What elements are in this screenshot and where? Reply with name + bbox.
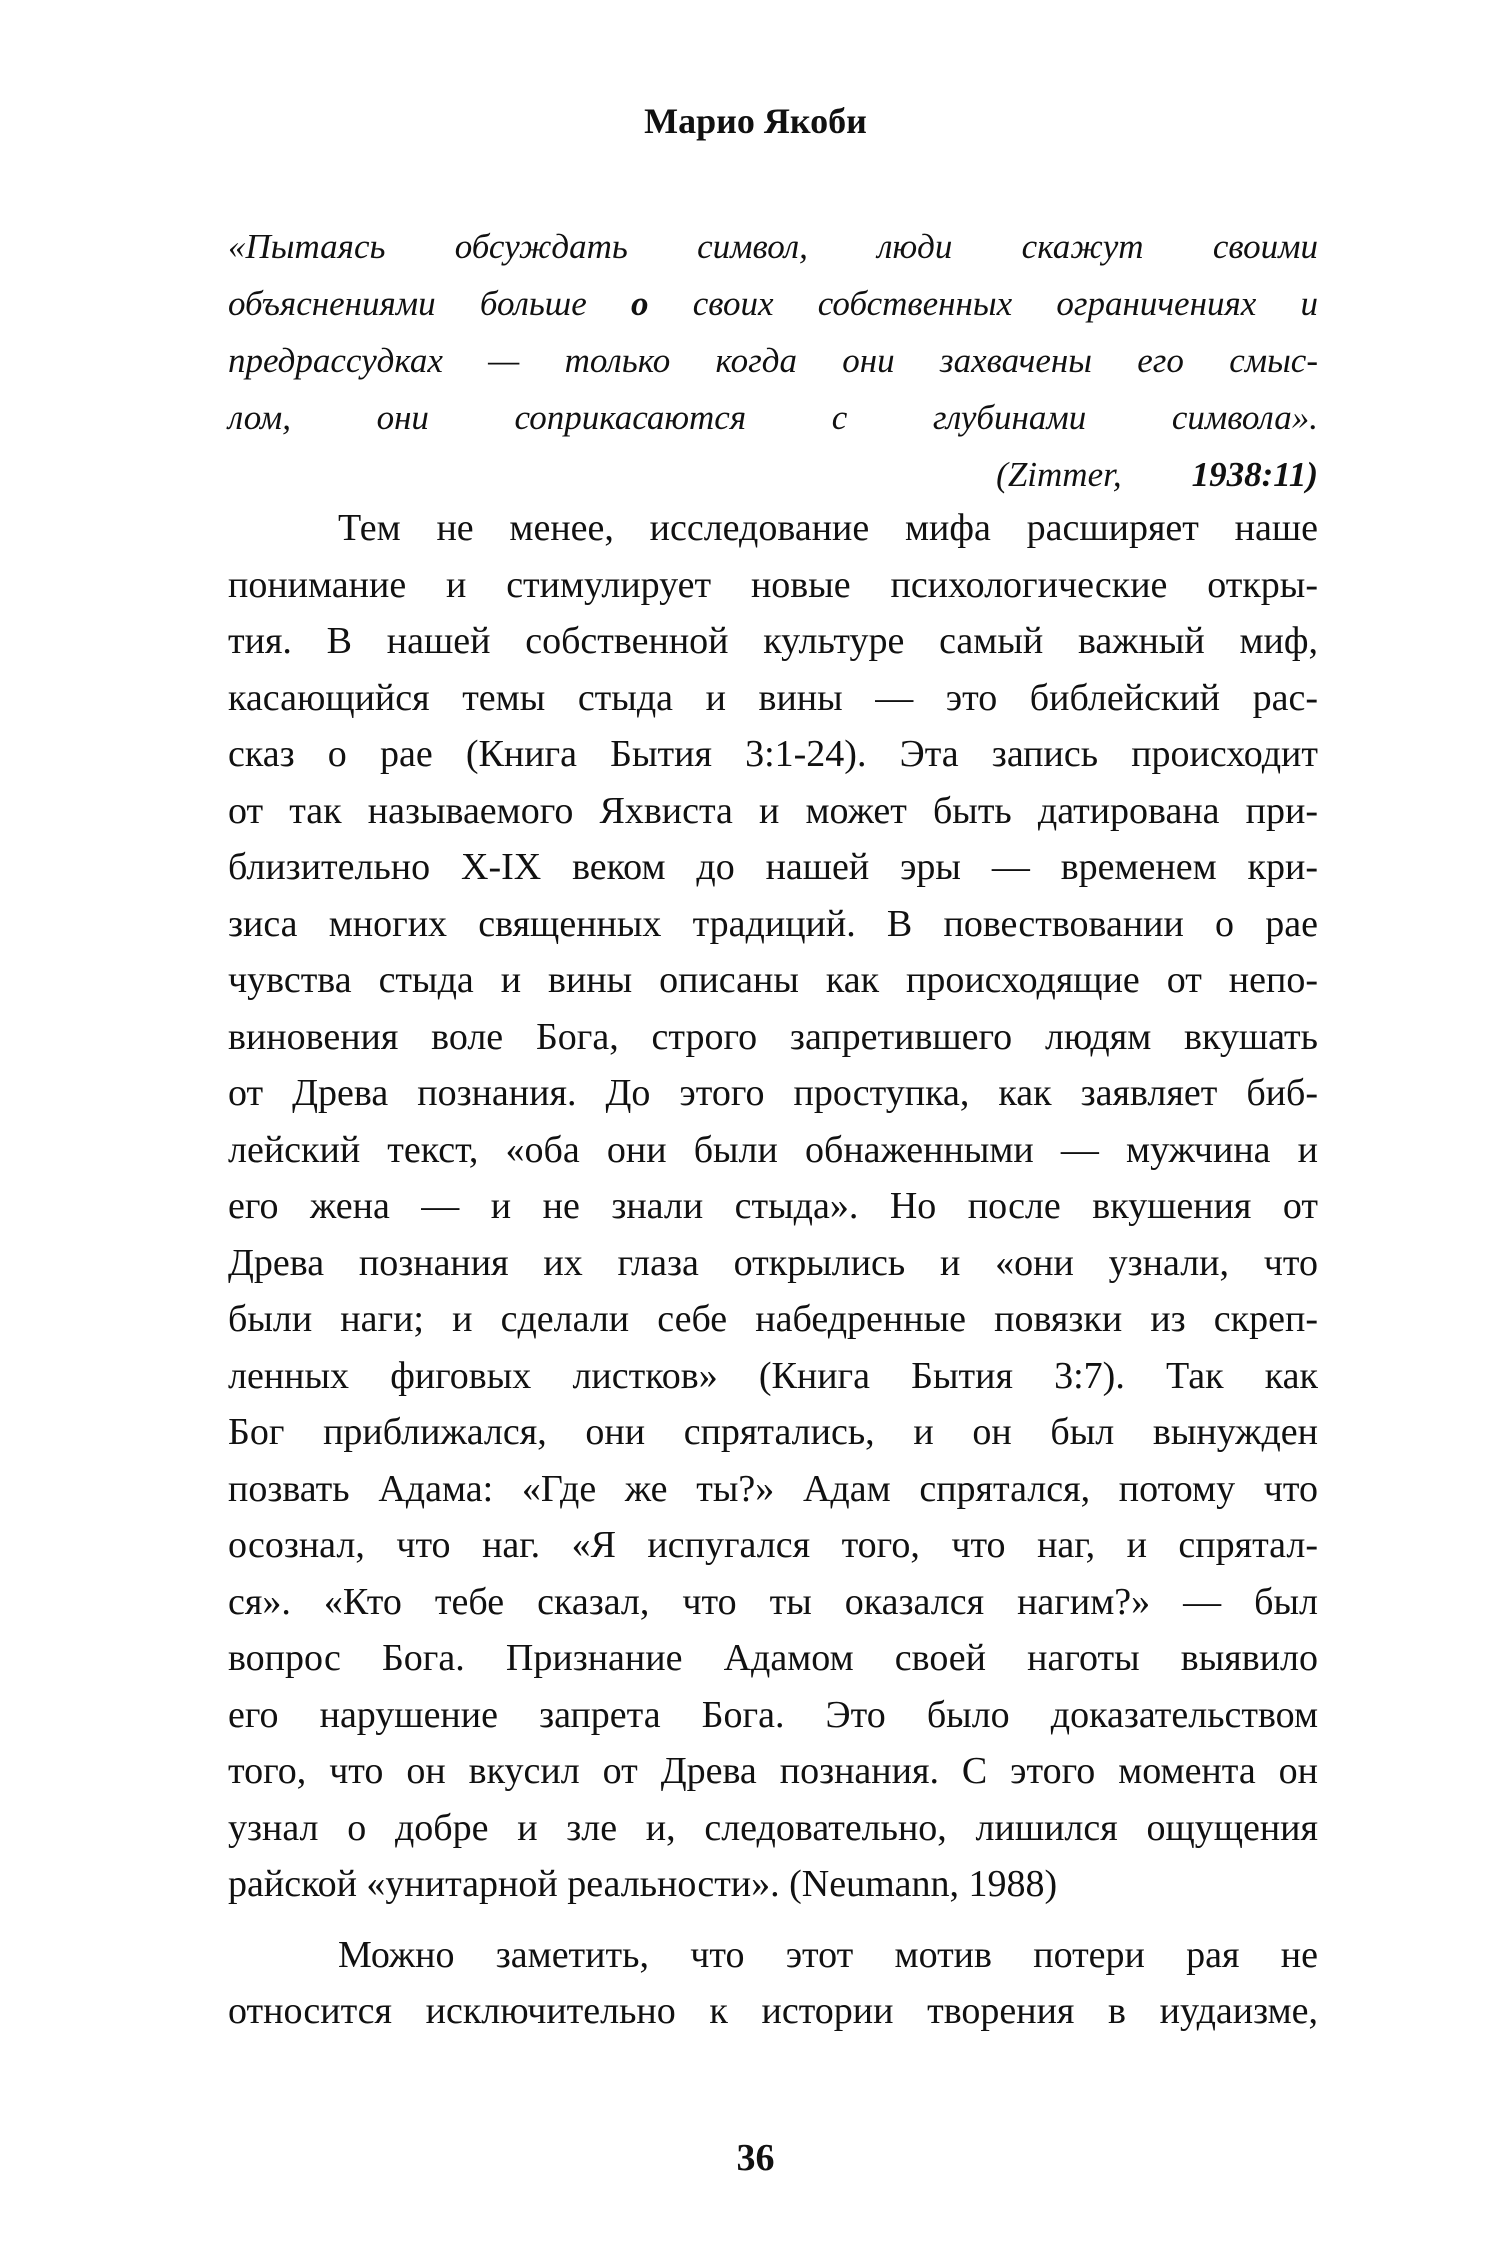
body-text: [228, 500, 1318, 2040]
quote-line: лом, они соприкасаются с глубинами символа».: [228, 398, 1318, 437]
running-header-author: Марио Якоби: [644, 101, 867, 141]
text-line: Тем не менее, исследование мифа расширяет наше: [338, 507, 1318, 549]
text-line: виновения воле Бога, строго запретившего людям вкушать: [228, 1015, 1318, 1058]
quote-line: объяснениями больше: [228, 284, 587, 323]
text-line: чувства стыда и вины описаны как происходящие от непо-: [228, 959, 1318, 1001]
text-line: касающийся темы стыда и вины — это библейский рас-: [228, 676, 1318, 719]
quote-line: своих собственных ограничениях и: [692, 284, 1318, 323]
quote-emphasis: о: [631, 284, 649, 323]
epigraph-quote: [228, 218, 1318, 503]
text-line: были наги; и сделали себе набедренные повязки из скреп-: [228, 1298, 1318, 1340]
text-line: вопрос Бога. Признание Адамом своей наготы выявило: [228, 1637, 1318, 1679]
text-line: от так называемого Яхвиста и может быть датирована при-: [228, 789, 1318, 832]
text-line: ся». «Кто тебе сказал, что ты оказался нагим?» — был: [228, 1580, 1318, 1623]
citation-author: (Zimmer,: [996, 455, 1122, 494]
text-line: позвать Адама: «Где же ты?» Адам спрятался, потому что: [228, 1467, 1318, 1510]
text-line: относится исключительно к истории творения в иудаизме,: [228, 1990, 1318, 2032]
text-line: ленных фиговых листков» (Книга Бытия 3:7). Так как: [228, 1354, 1318, 1397]
text-line: близительно X-IX веком до нашей эры — временем кри-: [228, 846, 1318, 888]
quote-line: «Пытаясь обсуждать символ, люди скажут своими: [228, 227, 1318, 266]
text-line: лейский текст, «оба они были обнаженными — мужчина и: [228, 1128, 1318, 1171]
page-number: 36: [736, 2137, 775, 2179]
text-line: Бог приближался, они спрятались, и он был вынужден: [228, 1411, 1318, 1453]
text-line: понимание и стимулирует новые психологические откры-: [228, 563, 1318, 606]
quote-line: предрассудках — только когда они захвачены его смыс-: [228, 341, 1318, 380]
text-line: райской «унитарной реальности». (Neumann, 1988): [228, 1863, 1058, 1905]
text-line: зиса многих священных традиций. В повествовании о рае: [228, 902, 1318, 945]
text-line: узнал о добре и зле и, следовательно, лишился ощущения: [228, 1806, 1318, 1849]
text-line: того, что он вкусил от Древа познания. С этого момента он: [228, 1750, 1318, 1792]
text-line: от Древа познания. До этого проступка, как заявляет биб-: [228, 1072, 1318, 1114]
citation-year: 1938:11): [1191, 455, 1318, 494]
text-line: тия. В нашей собственной культуре самый важный миф,: [228, 620, 1318, 662]
text-line: его нарушение запрета Бога. Это было доказательством: [228, 1693, 1318, 1736]
text-line: осознал, что наг. «Я испугался того, что наг, и спрятал-: [228, 1524, 1318, 1566]
text-line: его жена — и не знали стыда». Но после вкушения от: [228, 1185, 1318, 1227]
quote-citation: [228, 446, 1318, 503]
text-line: Можно заметить, что этот мотив потери рая не: [338, 1933, 1318, 1976]
text-line: Древа познания их глаза открылись и «они узнали, что: [228, 1241, 1318, 1284]
text-line: сказ о рае (Книга Бытия 3:1-24). Эта запись происходит: [228, 733, 1318, 775]
